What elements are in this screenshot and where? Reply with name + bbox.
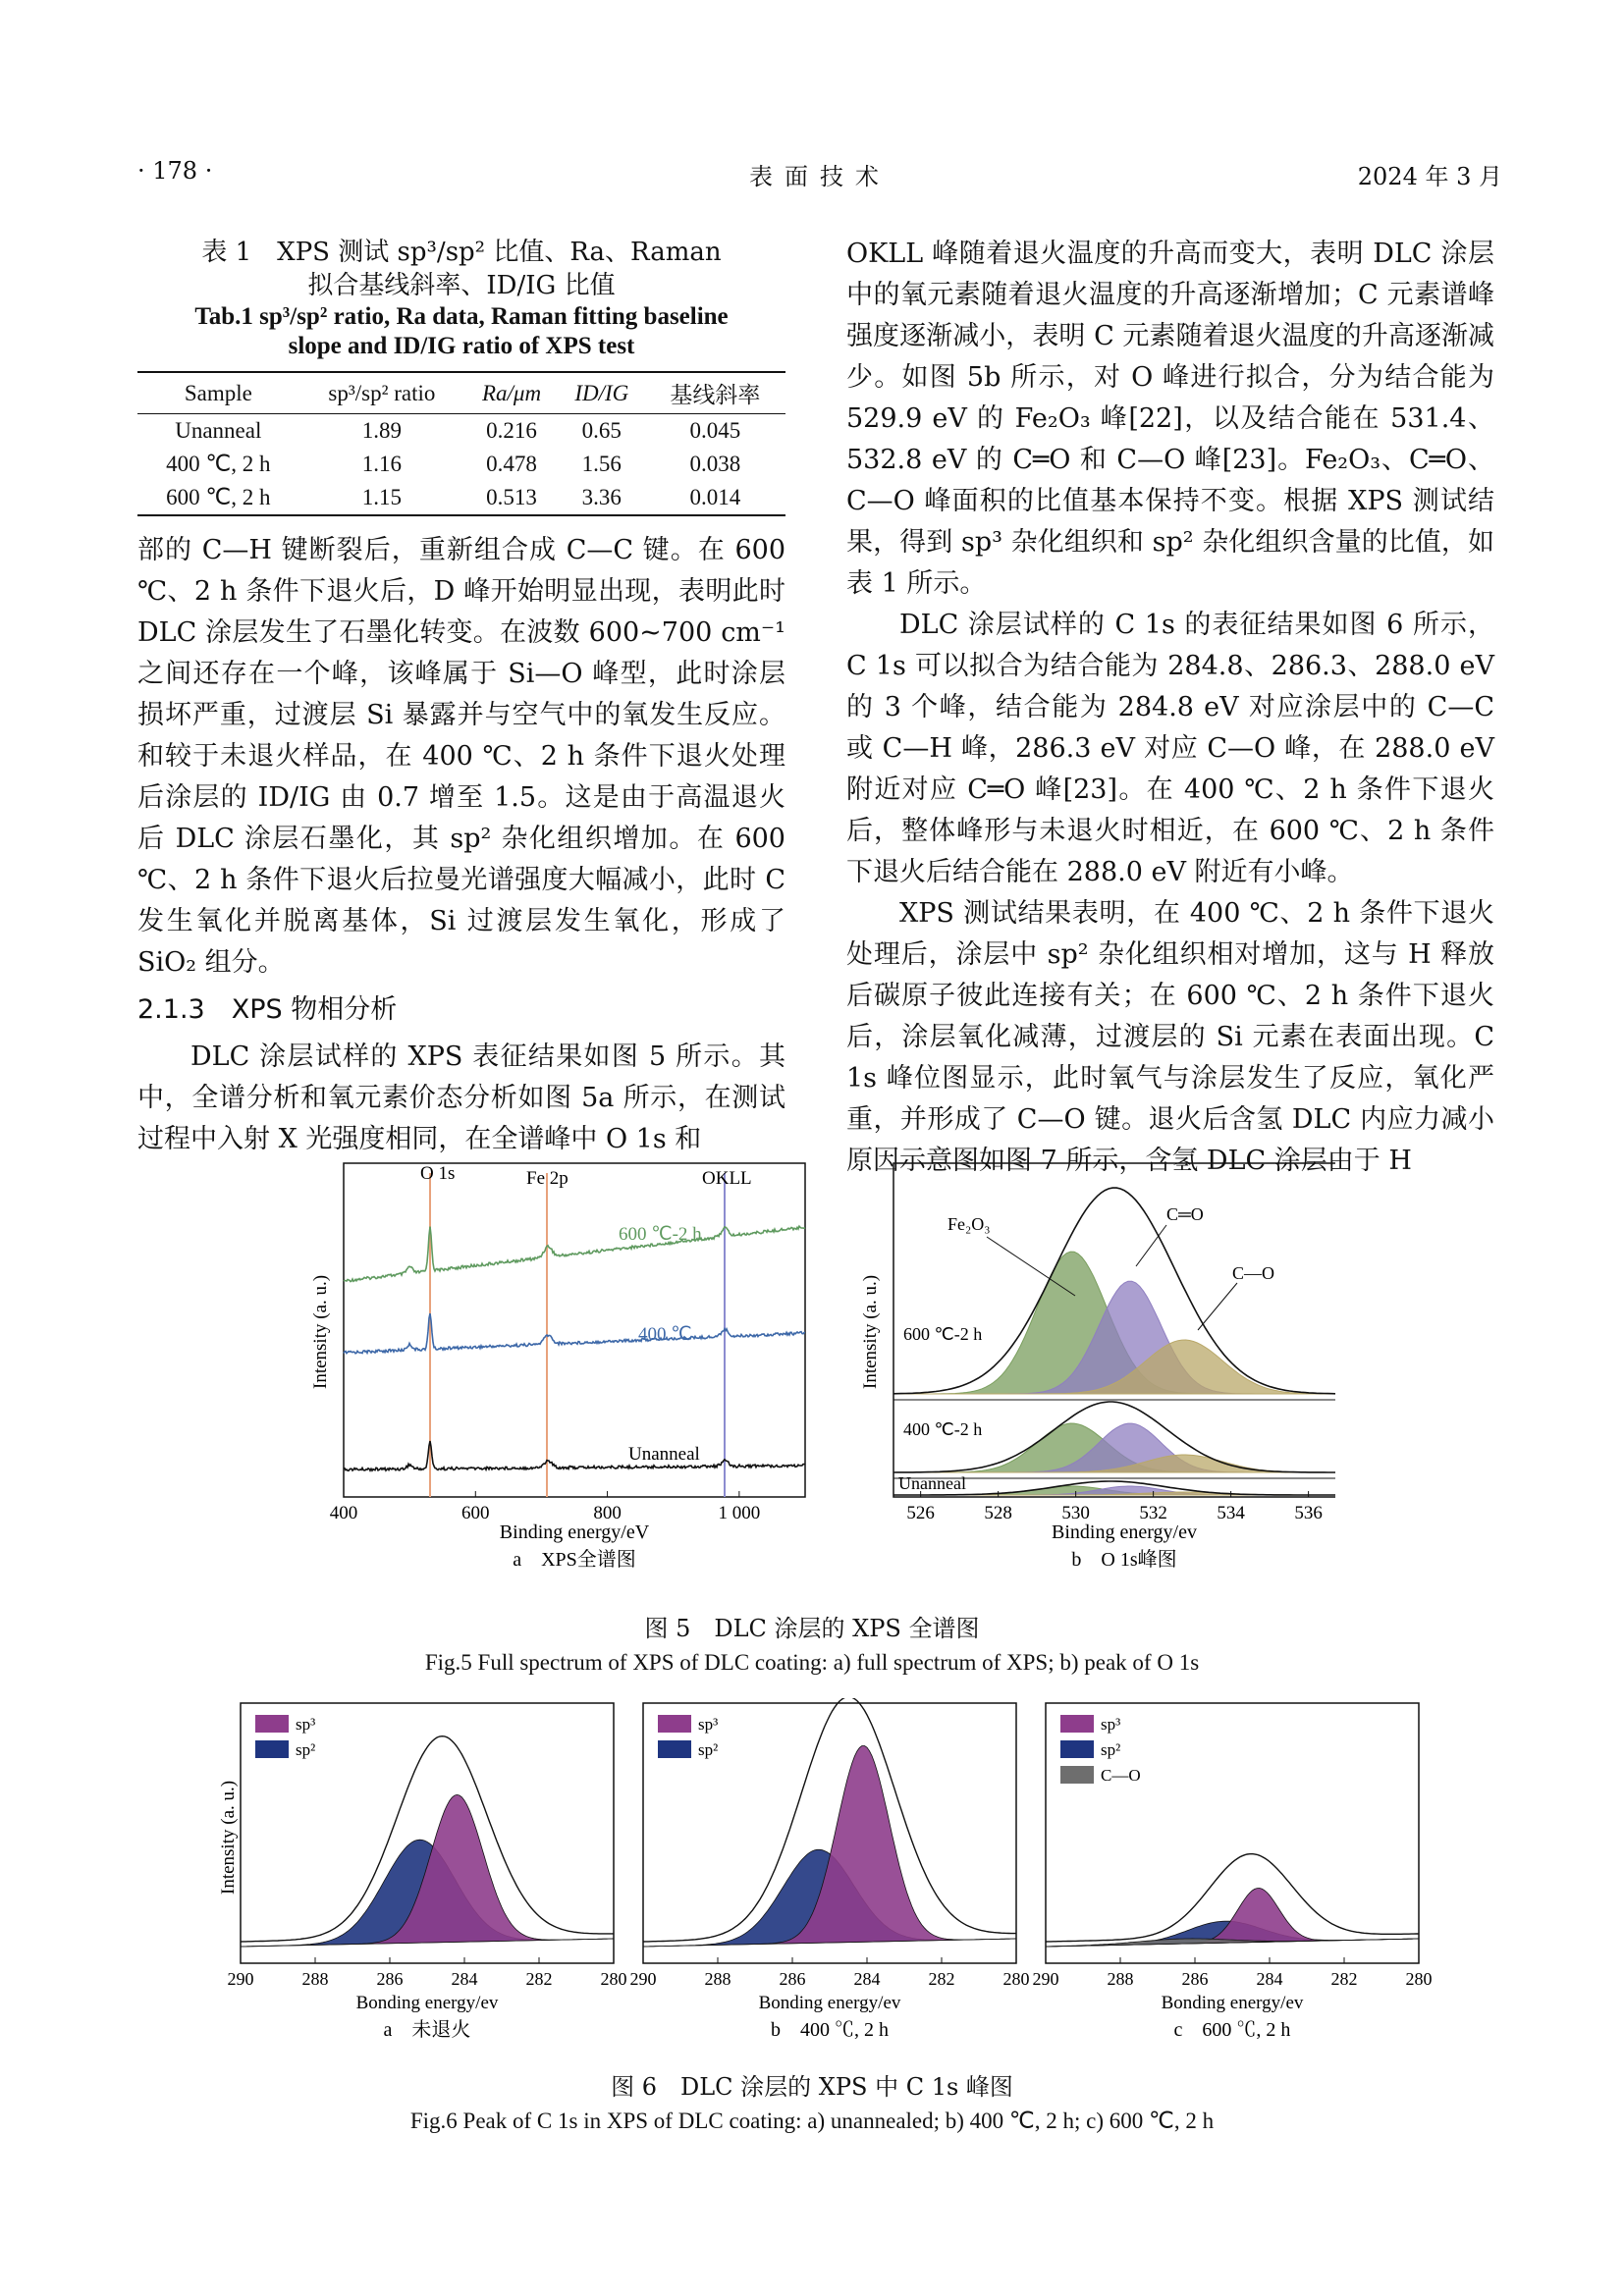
legend-label: sp³ <box>1101 1715 1121 1734</box>
col-header: 基线斜率 <box>670 383 761 407</box>
legend-swatch <box>1060 1715 1094 1733</box>
figure-6-caption-en: Fig.6 Peak of C 1s in XPS of DLC coating: a) unannealed; b) 400 ℃, 2 h; c) 600 ℃, 2 h <box>409 2109 1215 2133</box>
x-tick-label: 284 <box>451 1969 478 1989</box>
legend-swatch <box>255 1715 289 1733</box>
table-cell: 0.513 <box>486 485 537 509</box>
x-tick-label: 284 <box>1256 1969 1283 1989</box>
table-cell: 0.65 <box>581 418 622 443</box>
series-unanneal <box>344 1441 805 1470</box>
x-tick-label: 536 <box>1294 1503 1323 1523</box>
legend-swatch <box>1060 1766 1094 1784</box>
series-label: 400 ℃ <box>638 1324 692 1345</box>
x-axis-label: Binding energy/ev <box>1052 1522 1197 1543</box>
table-caption-cn-1: 表 1 XPS 测试 sp³/sp² 比值、Ra、Raman <box>201 238 722 267</box>
body-paragraph: 部的 C—H 键断裂后，重新组合成 C—C 键。在 600 ℃、2 h 条件下退火后，D 峰开始明显出现，表明此时 DLC 涂层发生了石墨化转变。在波数 600~700 cm⁻¹ 之间还存在一个峰，该峰属于 Si—O 峰型，此时涂层损坏严重，过渡层 Si 暴露并与空气中的氧发生反应。和较于未退火样品，在 400 ℃、2 h 条件下退火处理后涂层的 ID/IG 由 0.7 增至 1.5。这是由于高温退火后 DLC 涂层石墨化，其 sp² 杂化组织增加。在 600 ℃、2 h 条件下退火后拉曼光谱强度大幅减小，此时 C 发生氧化并脱离基体，Si 过渡层发生氧化，形成了 SiO₂ 组分。 <box>137 535 785 978</box>
fig6-panel <box>1033 1703 1433 2041</box>
table-cell: 0.045 <box>689 418 741 443</box>
legend-label: sp³ <box>296 1715 316 1734</box>
x-tick-label: 282 <box>1330 1969 1358 1989</box>
fig6-panel <box>228 1703 627 2041</box>
table-cell: 600 ℃, 2 h <box>166 485 271 509</box>
table-cell: 0.038 <box>689 452 741 476</box>
fig5a-frame <box>344 1163 805 1497</box>
x-tick-label: 280 <box>1002 1969 1030 1989</box>
fig5b-panel <box>860 1163 1335 1571</box>
x-tick-label: 600 <box>461 1503 490 1523</box>
table-cell: 3.36 <box>581 485 622 509</box>
x-tick-label: 280 <box>1405 1969 1433 1989</box>
series-400 <box>344 1313 805 1354</box>
table-row <box>137 414 785 449</box>
series-label: Unanneal <box>898 1473 966 1493</box>
peak-label: Fe 2p <box>526 1168 568 1189</box>
x-tick-label: 282 <box>525 1969 553 1989</box>
table-header-row <box>137 372 785 414</box>
table-cell: Unanneal <box>175 418 262 443</box>
table-row <box>137 481 785 515</box>
page-number: · 178 · <box>137 157 213 185</box>
figure-5-caption-cn: 图 5 DLC 涂层的 XPS 全谱图 <box>644 1615 980 1642</box>
col-header: Sample <box>184 380 252 405</box>
col-header: sp³/sp² ratio <box>328 380 436 405</box>
panel-sublabel: a XPS全谱图 <box>513 1549 636 1571</box>
body-paragraph: XPS 测试结果表明，在 400 ℃、2 h 条件下退火处理后，涂层中 sp² 杂化组织相对增加，这与 H 释放后碳原子彼此连接有关；在 600 ℃、2 h 条件下退火后，涂层氧化减薄，过渡层的 Si 元素在表面出现。C 1s 峰位图显示，此时氧气与涂层发生了反应，氧化严重，并形成了 C—O 键。退火后含氢 DLC 内应力减小原因示意图如图 7 所示，含氢 DLC 涂层由于 H <box>846 898 1494 1176</box>
legend-label: sp² <box>698 1740 719 1759</box>
figure-6 <box>206 1698 1434 2071</box>
sp3-fit <box>643 1746 1016 1948</box>
x-tick-label: 528 <box>984 1503 1012 1523</box>
x-axis-label: Bonding energy/ev <box>1161 1993 1304 2013</box>
sp3-fit <box>241 1794 614 1947</box>
table-cell: 0.014 <box>689 485 741 509</box>
peak-label: OKLL <box>702 1168 752 1189</box>
series-600 <box>344 1226 805 1281</box>
series-label: Unanneal <box>628 1444 700 1465</box>
x-ticks <box>906 1491 1322 1523</box>
journal-title: 表面技术 <box>749 163 891 190</box>
figure-6-svg <box>206 1698 1434 2071</box>
annotation-arrow <box>1136 1225 1166 1266</box>
x-axis-label: Bonding energy/ev <box>355 1993 499 2013</box>
series-label: 600 ℃-2 h <box>619 1224 702 1245</box>
body-paragraph: OKLL 峰随着退火温度的升高而变大，表明 DLC 涂层中的氧元素随着退火温度的升高逐渐增加；C 元素谱峰强度逐渐减小，表明 C 元素随着退火温度的升高逐渐减少。如图 5b 所示，对 O 峰进行拟合，分为结合能为 529.9 eV 的 Fe₂O₃ 峰[22]，以及结合能在 531.4、532.8 eV 的 C═O 和 C—O 峰[23]。Fe₂O₃、C═O、C—O 峰面积的比值基本保持不变。根据 XPS 测试结果，得到 sp³ 杂化组织和 sp² 杂化组织含量的比值，如表 1 所示。 <box>846 239 1494 599</box>
legend-label: sp² <box>296 1740 316 1759</box>
x-tick-label: 534 <box>1217 1503 1245 1523</box>
col-header: Ra/μm <box>481 380 542 405</box>
table-cell: 400 ℃, 2 h <box>166 452 271 476</box>
x-tick-label: 290 <box>227 1969 254 1989</box>
y-axis-label: Intensity (a. u.) <box>218 1780 239 1895</box>
panel-sublabel: c 600 ℃, 2 h <box>1173 2019 1291 2041</box>
figure-5 <box>304 1153 1335 1595</box>
peak-label: C—O <box>1232 1263 1275 1283</box>
table-caption-en-1: Tab.1 sp³/sp² ratio, Ra data, Raman fitting baseline <box>194 303 729 330</box>
issue-date: 2024 年 3 月 <box>1357 163 1502 190</box>
x-tick-label: 288 <box>1107 1969 1134 1989</box>
x-tick-label: 1 000 <box>718 1503 761 1523</box>
panel-sublabel: b 400 ℃, 2 h <box>771 2019 889 2041</box>
figure-5-caption-en: Fig.5 Full spectrum of XPS of DLC coating: a) full spectrum of XPS; b) peak of O 1s <box>424 1650 1200 1675</box>
table-cell: 0.216 <box>486 418 537 443</box>
section-heading: 2.1.3 XPS 物相分析 <box>137 994 398 1025</box>
annotation-arrow <box>1198 1283 1237 1330</box>
x-axis-label: Binding energy/eV <box>499 1522 650 1543</box>
x-tick-label: 530 <box>1061 1503 1090 1523</box>
x-tick-label: 286 <box>1181 1969 1209 1989</box>
table-1 <box>137 371 785 516</box>
table-cell: 1.56 <box>581 452 622 476</box>
x-tick-label: 284 <box>853 1969 881 1989</box>
fig5a-panel <box>310 1163 805 1571</box>
table-row <box>137 448 785 481</box>
panel-sublabel: a 未退火 <box>383 2019 471 2041</box>
legend-label: C—O <box>1101 1766 1141 1785</box>
right-column <box>846 234 1494 1182</box>
body-paragraph: DLC 涂层试样的 C 1s 的表征结果如图 6 所示，C 1s 可以拟合为结合能为 284.8、286.3、288.0 eV 的 3 个峰，结合能为 284.8 eV 对应涂层中的 C—C 或 C—H 峰，286.3 eV 对应 C—O 峰，在 288.0 eV 附近对应 C═O 峰[23]。在 400 ℃、2 h 条件下退火后，整体峰形与未退火时相近，在 600 ℃、2 h 条件下退火后结合能在 288.0 eV 附近有小峰。 <box>846 610 1494 887</box>
x-tick-label: 290 <box>629 1969 657 1989</box>
legend-swatch <box>658 1740 691 1758</box>
figure-5-svg <box>304 1153 1335 1595</box>
left-column <box>137 236 785 1160</box>
x-tick-label: 286 <box>779 1969 806 1989</box>
series-label: 600 ℃-2 h <box>903 1324 983 1344</box>
x-tick-label: 288 <box>301 1969 329 1989</box>
body-paragraph: DLC 涂层试样的 XPS 表征结果如图 5 所示。其中，全谱分析和氧元素价态分析如图 5a 所示，在测试过程中入射 X 光强度相同，在全谱峰中 O 1s 和 <box>137 1041 785 1154</box>
legend-swatch <box>1060 1740 1094 1758</box>
running-header <box>137 157 1502 196</box>
legend-label: sp² <box>1101 1740 1121 1759</box>
table-cell: 1.89 <box>361 418 403 443</box>
x-tick-label: 526 <box>906 1503 935 1523</box>
y-axis-label: Intensity (a. u.) <box>310 1274 331 1389</box>
x-tick-label: 286 <box>376 1969 404 1989</box>
y-axis-label: Intensity (a. u.) <box>860 1274 881 1389</box>
x-tick-label: 288 <box>704 1969 731 1989</box>
table-cell: 1.15 <box>361 485 403 509</box>
table-caption-cn-2: 拟合基线斜率、ID/IG 比值 <box>307 271 616 300</box>
peak-label: O 1s <box>420 1163 456 1184</box>
peak-label: C═O <box>1166 1204 1204 1224</box>
x-tick-label: 282 <box>928 1969 955 1989</box>
table-caption-en-2: slope and ID/IG ratio of XPS test <box>288 333 635 359</box>
x-tick-label: 280 <box>600 1969 627 1989</box>
table-cell: 0.478 <box>486 452 537 476</box>
x-axis-label: Bonding energy/ev <box>758 1993 901 2013</box>
fig6-panel <box>630 1698 1030 2041</box>
legend-swatch <box>658 1715 691 1733</box>
x-tick-label: 400 <box>329 1503 358 1523</box>
series-label: 400 ℃-2 h <box>903 1419 983 1439</box>
sp3-fit <box>1046 1889 1419 1948</box>
peak-label: Fe₂O₃ <box>947 1214 991 1234</box>
x-tick-label: 532 <box>1139 1503 1167 1523</box>
x-tick-label: 290 <box>1032 1969 1059 1989</box>
panel-sublabel: b O 1s峰图 <box>1071 1549 1177 1571</box>
legend-swatch <box>255 1740 289 1758</box>
table-cell: 1.16 <box>361 452 403 476</box>
legend-label: sp³ <box>698 1715 719 1734</box>
x-ticks <box>330 1491 760 1523</box>
col-header: ID/IG <box>574 380 629 405</box>
figure-6-caption-cn: 图 6 DLC 涂层的 XPS 中 C 1s 峰图 <box>611 2073 1013 2101</box>
x-tick-label: 800 <box>593 1503 622 1523</box>
